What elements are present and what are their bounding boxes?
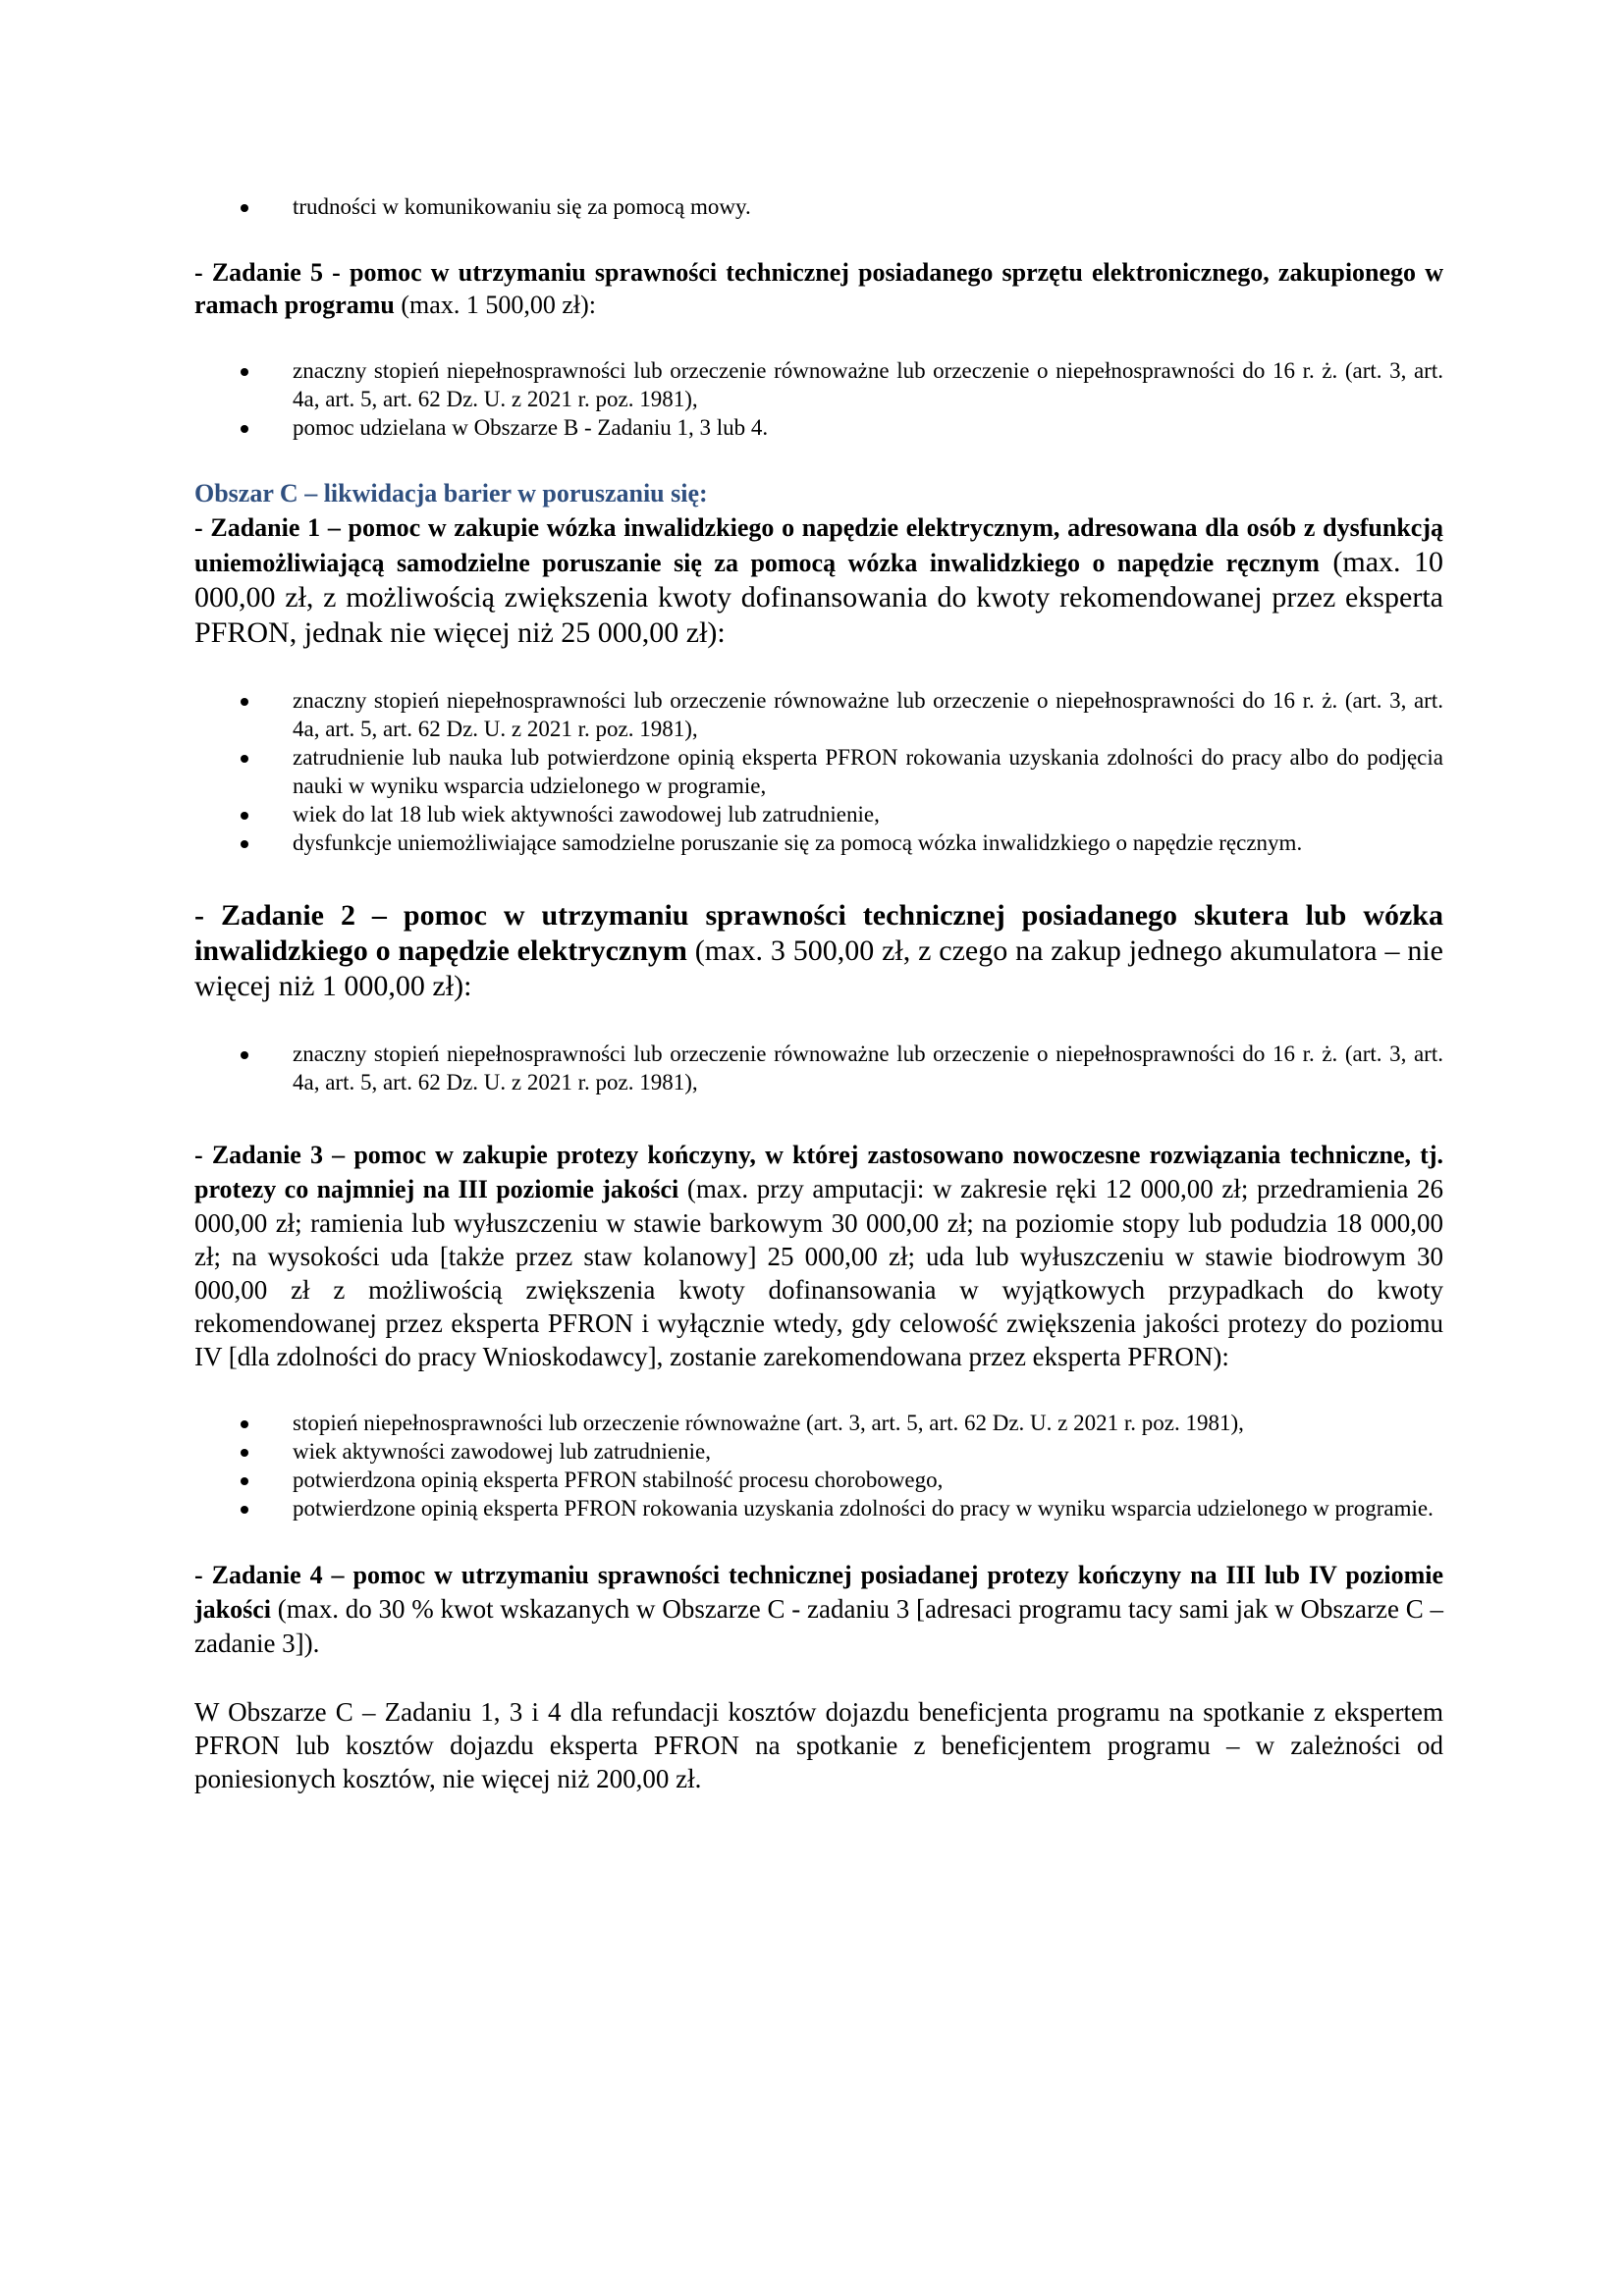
section-heading-obszar-c: Obszar C – likwidacja barier w poruszaniu się: bbox=[194, 479, 708, 507]
list-item: potwierdzone opinią eksperta PFRON rokowania uzyskania zdolności do pracy w wyniku wsparcia udzielonego w programie. bbox=[293, 1494, 1443, 1522]
list-item: znaczny stopień niepełnosprawności lub orzeczenie równoważne lub orzeczenie o niepełnosprawności do 16 r. ż. (art. 3, art. 4a, art. 5, art. 62 Dz. U. z 2021 r. poz. 1981), bbox=[293, 686, 1443, 743]
task-2-title: - Zadanie 2 – pomoc w utrzymaniu sprawności technicznej posiadanego skutera lub wózka inwalidzkiego o napędzie elektrycznym bbox=[194, 899, 1443, 967]
bullet-icon bbox=[241, 1051, 248, 1059]
bullet-icon bbox=[241, 204, 248, 212]
task-3-criteria bbox=[194, 1409, 1443, 1522]
task-5-title: - Zadanie 5 - pomoc w utrzymaniu sprawności technicznej posiadanego sprzętu elektronicznego, zakupionego w ramach programu bbox=[194, 258, 1443, 319]
bullet-icon bbox=[241, 755, 248, 763]
task-3-limit: (max. przy amputacji: w zakresie ręki 12 000,00 zł; przedramienia 26 000,00 zł; ramienia lub wyłuszczeniu w stawie barkowym 30 000,00 zł; na poziomie stopy lub podudzia 18 000,00 zł; na wysokości uda [także przez staw kolanowy] 25 000,00 zł; uda lub wyłuszczeniu w stawie biodrowym 30 000,00 zł z możliwością zwiększenia kwoty dofinansowania w wyjątkowych przypadkach do kwoty rekomendowanej przez eksperta PFRON i wyłącznie wtedy, gdy celowość zwiększenia jakości protezy do poziomu IV [dla zdolności do pracy Wnioskodawcy], zostanie zarekomendowana przez eksperta PFRON): bbox=[194, 1174, 1443, 1371]
task-1-title: - Zadanie 1 – pomoc w zakupie wózka inwalidzkiego o napędzie elektrycznym, adresowana dla osób z dysfunkcją uniemożliwiającą samodzielne poruszanie się za pomocą wózka inwalidzkiego o napędzie ręcznym bbox=[194, 513, 1443, 577]
task-3-title: - Zadanie 3 – pomoc w zakupie protezy kończyny, w której zastosowano nowoczesne rozwiązania techniczne, tj. protezy co najmniej na III poziomie jakości bbox=[194, 1141, 1443, 1203]
list-item: znaczny stopień niepełnosprawności lub orzeczenie równoważne lub orzeczenie o niepełnosprawności do 16 r. ż. (art. 3, art. 4a, art. 5, art. 62 Dz. U. z 2021 r. poz. 1981), bbox=[293, 356, 1443, 413]
list-item: znaczny stopień niepełnosprawności lub orzeczenie równoważne lub orzeczenie o niepełnosprawności do 16 r. ż. (art. 3, art. 4a, art. 5, art. 62 Dz. U. z 2021 r. poz. 1981), bbox=[293, 1040, 1443, 1096]
list-item: wiek do lat 18 lub wiek aktywności zawodowej lub zatrudnienie, bbox=[293, 800, 1443, 828]
bullet-icon bbox=[241, 1420, 248, 1428]
bullet-icon bbox=[241, 698, 248, 706]
task-4-paragraph bbox=[194, 1558, 1443, 1660]
task-4-limit: (max. do 30 % kwot wskazanych w Obszarze C - zadaniu 3 [adresaci programu tacy sami jak w Obszarze C – zadanie 3]). bbox=[194, 1594, 1443, 1658]
task-2-paragraph bbox=[194, 898, 1443, 1004]
bullet-icon bbox=[241, 1506, 248, 1514]
list-item: zatrudnienie lub nauka lub potwierdzone opinią eksperta PFRON rokowania uzyskania zdolności do pracy albo do podjęcia nauki w wyniku wsparcia udzielonego w programie, bbox=[293, 743, 1443, 800]
list-item: wiek aktywności zawodowej lub zatrudnienie, bbox=[293, 1437, 1443, 1466]
list-item: potwierdzona opinią eksperta PFRON stabilność procesu chorobowego, bbox=[293, 1466, 1443, 1494]
bullet-icon bbox=[241, 812, 248, 820]
task-2-limit: (max. 3 500,00 zł, z czego na zakup jednego akumulatora – nie więcej niż 1 000,00 zł): bbox=[194, 934, 1443, 1002]
bullet-icon bbox=[241, 1477, 248, 1485]
task-1-criteria bbox=[194, 686, 1443, 857]
bullet-icon bbox=[241, 368, 248, 376]
list-item: trudności w komunikowaniu się za pomocą mowy. bbox=[293, 192, 1443, 221]
task-5-paragraph bbox=[194, 256, 1443, 321]
list-item: dysfunkcje uniemożliwiające samodzielne poruszanie się za pomocą wózka inwalidzkiego o napędzie ręcznym. bbox=[293, 828, 1443, 857]
task-2-criteria bbox=[194, 1040, 1443, 1096]
bullet-list-top bbox=[194, 192, 1443, 221]
list-item: pomoc udzielana w Obszarze B - Zadaniu 1, 3 lub 4. bbox=[293, 413, 1443, 442]
refund-paragraph: W Obszarze C – Zadaniu 1, 3 i 4 dla refundacji kosztów dojazdu beneficjenta programu na spotkanie z ekspertem PFRON lub kosztów dojazdu eksperta PFRON na spotkanie z beneficjentem programu – w zależności od poniesionych kosztów, nie więcej niż 200,00 zł. bbox=[194, 1697, 1443, 1793]
bullet-icon bbox=[241, 1449, 248, 1457]
task-1-paragraph bbox=[194, 509, 1443, 651]
list-item: stopień niepełnosprawności lub orzeczenie równoważne (art. 3, art. 5, art. 62 Dz. U. z 2021 r. poz. 1981), bbox=[293, 1409, 1443, 1437]
document-page bbox=[194, 192, 1443, 1795]
task-1-limit: (max. 10 000,00 zł, z możliwością zwiększenia kwoty dofinansowania do kwoty rekomendowanej przez eksperta PFRON, jednak nie więcej niż 25 000,00 zł): bbox=[194, 546, 1444, 649]
task-4-title: - Zadanie 4 – pomoc w utrzymaniu sprawności technicznej posiadanej protezy kończyny na III lub IV poziomie jakości bbox=[194, 1561, 1443, 1624]
task-3-paragraph bbox=[194, 1138, 1443, 1373]
task-5-criteria bbox=[194, 356, 1443, 442]
task-5-limit: (max. 1 500,00 zł): bbox=[394, 291, 596, 319]
bullet-icon bbox=[241, 840, 248, 848]
bullet-icon bbox=[241, 425, 248, 433]
